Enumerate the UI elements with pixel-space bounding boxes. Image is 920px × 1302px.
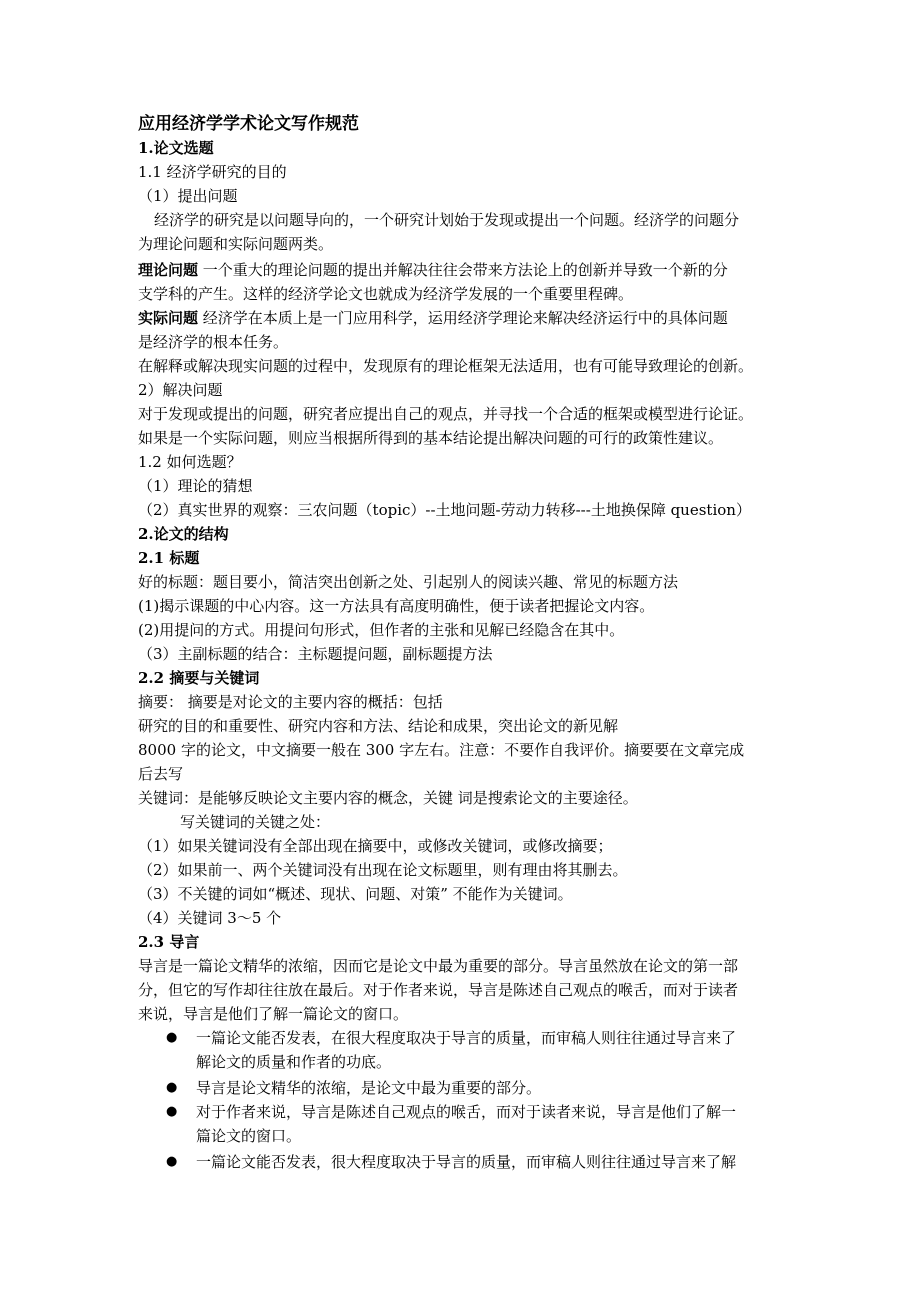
bullet-text: 一篇论文能否发表，在很大程度取决于导言的质量，而审稿人则往往通过导言来了	[196, 1029, 737, 1047]
term-text: 经济学在本质上是一门应用科学，运用经济学理论来解决经济运行中的具体问题	[198, 309, 728, 327]
paragraph	[138, 258, 788, 282]
paragraph: 在解释或解决现实问题的过程中，发现原有的理论框架无法适用，也有可能导致理论的创新。	[138, 357, 754, 375]
paragraph: 关键词：是能够反映论文主要内容的概念，关键 词是搜索论文的主要途径。	[138, 789, 638, 807]
bullet-icon: ●	[166, 1080, 178, 1095]
paragraph: 如果是一个实际问题，则应当根据所得到的基本结论提出解决问题的可行的政策性建议。	[138, 429, 724, 447]
paragraph: (1)揭示课题的中心内容。这一方法具有高度明确性，便于读者把握论文内容。	[138, 597, 655, 615]
paragraph: （1）理论的猜想	[138, 477, 253, 495]
paragraph: （1）如果关键词没有全部出现在摘要中，或修改关键词，或修改摘要；	[138, 837, 613, 855]
paragraph: 为理论问题和实际问题两类。	[138, 235, 334, 253]
bullet-text: 导言是论文精华的浓缩，是论文中最为重要的部分。	[196, 1079, 542, 1097]
paragraph: （3）主副标题的结合：主标题提问题，副标题提方法	[138, 645, 493, 663]
subsection-1-2: 1.2 如何选题？	[138, 453, 242, 471]
bullet-icon: ●	[166, 1154, 178, 1169]
paragraph: 2）解决问题	[138, 381, 223, 399]
paragraph: （3）不关键的词如“概述、现状、问题、对策” 不能作为关键词。	[138, 885, 573, 903]
bullet-text: 篇论文的窗口。	[196, 1127, 302, 1145]
paragraph: （1）提出问题	[138, 187, 238, 205]
paragraph: 分，但它的写作却往往放在最后。对于作者来说，导言是陈述自己观点的喉舌，而对于读者	[138, 981, 739, 999]
bullet-text: 一篇论文能否发表，很大程度取决于导言的质量，而审稿人则往往通过导言来了解	[196, 1153, 737, 1171]
paragraph: 对于发现或提出的问题，研究者应提出自己的观点，并寻找一个合适的框架或模型进行论证。	[138, 405, 754, 423]
section-2-heading: 2.论文的结构	[138, 525, 229, 543]
bullet-text: 对于作者来说，导言是陈述自己观点的喉舌，而对于读者来说，导言是他们了解一	[196, 1103, 737, 1121]
paragraph: 是经济学的根本任务。	[138, 333, 289, 351]
paragraph: （2）如果前一、两个关键词没有出现在论文标题里，则有理由将其删去。	[138, 861, 628, 879]
paragraph: 研究的目的和重要性、研究内容和方法、结论和成果，突出论文的新见解	[138, 717, 619, 735]
subsection-2-2: 2.2 摘要与关键词	[138, 669, 260, 687]
paragraph: 写关键词的关键之处：	[180, 813, 331, 831]
paragraph: (2)用提问的方式。用提问句形式，但作者的主张和见解已经隐含在其中。	[138, 621, 625, 639]
paragraph: 后去写	[138, 765, 184, 783]
subsection-1-1: 1.1 经济学研究的目的	[138, 163, 287, 181]
paragraph: 8000 字的论文，中文摘要一般在 300 字左右。注意：不要作自我评价。摘要要在文章完成	[138, 741, 745, 759]
bullet-text: 解论文的质量和作者的功底。	[196, 1053, 392, 1071]
paragraph: 摘要： 摘要是对论文的主要内容的概括：包括	[138, 693, 443, 711]
term-bold: 理论问题	[138, 261, 199, 279]
paragraph	[138, 306, 788, 330]
paragraph: 来说，导言是他们了解一篇论文的窗口。	[138, 1005, 409, 1023]
doc-title: 应用经济学学术论文写作规范	[138, 114, 359, 134]
paragraph: （2）真实世界的观察：三农问题（topic）--土地问题-劳动力转移---土地换保障 question）	[138, 501, 751, 519]
bullet-icon: ●	[166, 1104, 178, 1119]
paragraph: 导言是一篇论文精华的浓缩，因而它是论文中最为重要的部分。导言虽然放在论文的第一部	[138, 957, 739, 975]
paragraph: 经济学的研究是以问题导向的，一个研究计划始于发现或提出一个问题。经济学的问题分	[154, 211, 740, 229]
term-bold: 实际问题	[138, 309, 199, 327]
subsection-2-3: 2.3 导言	[138, 933, 200, 951]
section-1-heading: 1.论文选题	[138, 139, 214, 157]
subsection-2-1: 2.1 标题	[138, 549, 200, 567]
paragraph: （4）关键词 3～5 个	[138, 909, 282, 927]
bullet-icon: ●	[166, 1030, 178, 1045]
paragraph: 好的标题：题目要小，简洁突出创新之处、引起别人的阅读兴趣、常见的标题方法	[138, 573, 679, 591]
term-text: 一个重大的理论问题的提出并解决往往会带来方法论上的创新并导致一个新的分	[198, 261, 728, 279]
paragraph: 支学科的产生。这样的经济学论文也就成为经济学发展的一个重要里程碑。	[138, 285, 634, 303]
